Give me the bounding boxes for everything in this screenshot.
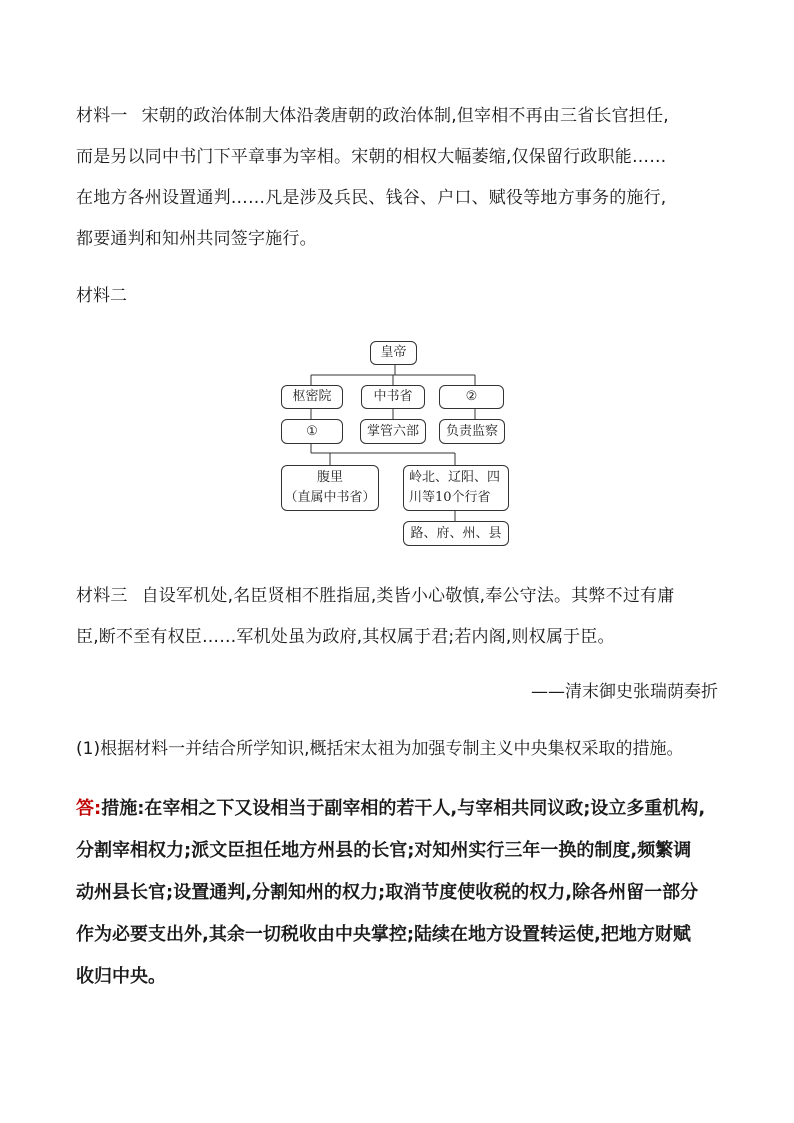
zhongshusheng-box: 中书省 — [361, 385, 425, 409]
fuli-line-2: （直属中书省） — [284, 490, 376, 505]
local-units-box: 路、府、州、县 — [403, 521, 509, 546]
six-ministries-box: 掌管六部 — [360, 419, 426, 444]
material-3-source: ——清末御史张瑞荫奏折 — [531, 682, 718, 702]
provinces-box — [403, 465, 509, 511]
answer-label: 答: — [76, 798, 102, 819]
provinces-line-1: 岭北、辽阳、四 — [409, 470, 501, 485]
material-1-paragraph — [76, 96, 726, 260]
supervision-box: 负责监察 — [439, 419, 505, 444]
answer-line-3: 动州县长官;设置通判,分割知州的权力;取消节度使收税的权力,除各州留一部分 — [76, 882, 699, 903]
blank-2-box: ② — [439, 385, 504, 409]
emperor-box: 皇帝 — [370, 341, 417, 365]
material-1-line-3: 在地方各州设置通判……凡是涉及兵民、钱谷、户口、赋役等地方事务的施行, — [76, 188, 667, 208]
material-1-line-4: 都要通判和知州共同签字施行。 — [76, 229, 317, 249]
material-3-line-2: 臣,断不至有权臣……军机处虽为政府,其权属于君;若内阁,则权属于臣。 — [76, 627, 615, 647]
answer-line-4: 作为必要支出外,其余一切税收由中央掌控;陆续在地方设置转运使,把地方财赋 — [76, 924, 691, 945]
material-3-paragraph — [76, 576, 726, 658]
answer-line-2: 分割宰相权力;派文臣担任地方州县的长官;对知州实行三年一换的制度,频繁调 — [76, 840, 692, 861]
material-2-label: 材料二 — [76, 286, 127, 306]
provinces-line-2: 川等10个行省 — [409, 490, 491, 505]
shumiyuan-box: 枢密院 — [281, 385, 343, 409]
material-1-line-2: 而是另以同中书门下平章事为宰相。宋朝的相权大幅萎缩,仅保留行政职能…… — [76, 147, 667, 167]
blank-1-box: ① — [281, 419, 343, 444]
question-1: (1)根据材料一并结合所学知识,概括宋太祖为加强专制主义中央集权采取的措施。 — [76, 739, 684, 759]
answer-line-1: 答:措施:在宰相之下又设相当于副宰相的若干人,与宰相共同议政;设立多重机构, — [76, 798, 706, 819]
material-3-label: 材料三 — [76, 586, 128, 606]
fuli-box — [281, 465, 379, 511]
material-1-line-1: 材料一 宋朝的政治体制大体沿袭唐朝的政治体制,但宰相不再由三省长官担任, — [76, 106, 669, 126]
material-1-label: 材料一 — [76, 106, 128, 126]
answer-block — [76, 788, 736, 998]
material-3-line-1: 材料三 自设军机处,名臣贤相不胜指屈,类皆小心敬慎,奉公守法。其弊不过有庸 — [76, 586, 675, 606]
fuli-line-1: 腹里 — [316, 470, 343, 485]
answer-line-5: 收归中央。 — [76, 966, 166, 987]
